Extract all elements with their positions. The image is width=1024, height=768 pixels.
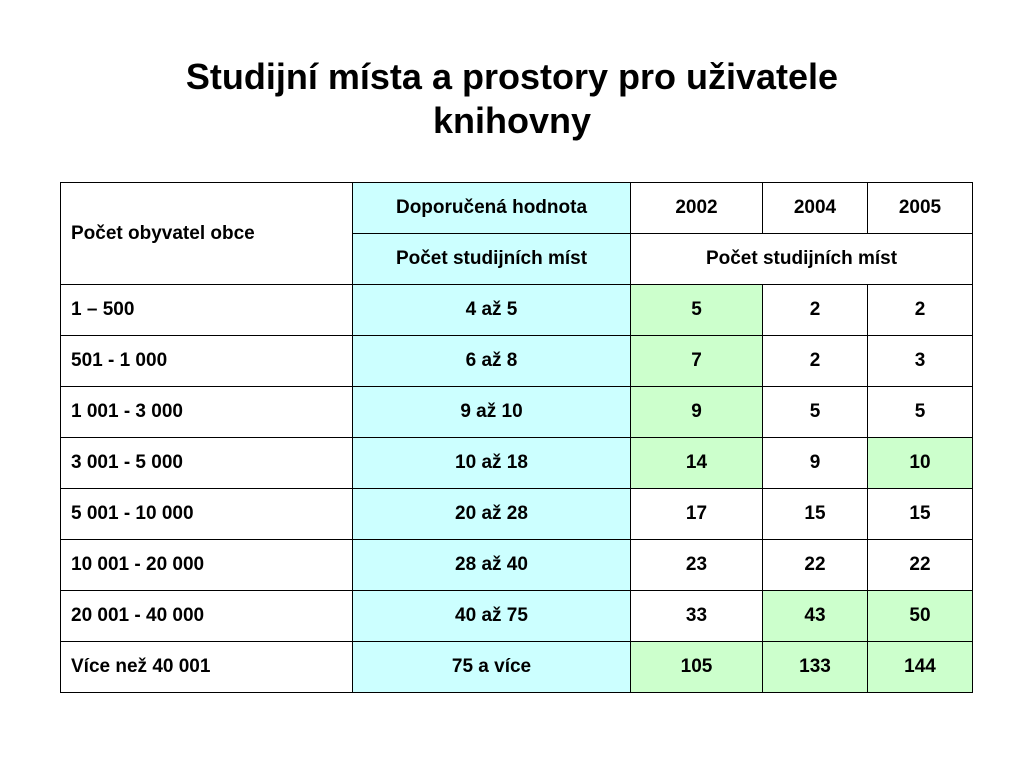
cell-2005: 5 <box>868 387 973 438</box>
cell-range: 1 – 500 <box>61 285 353 336</box>
cell-2004: 133 <box>763 642 868 693</box>
cell-2002: 14 <box>631 438 763 489</box>
cell-range: 5 001 - 10 000 <box>61 489 353 540</box>
cell-2005: 3 <box>868 336 973 387</box>
header-year-2005: 2005 <box>868 183 973 234</box>
cell-2004: 43 <box>763 591 868 642</box>
table-row <box>61 642 973 693</box>
cell-2004: 22 <box>763 540 868 591</box>
cell-2002: 33 <box>631 591 763 642</box>
table-row <box>61 438 973 489</box>
study-places-table <box>60 182 973 693</box>
cell-2005: 144 <box>868 642 973 693</box>
header-recommended: Doporučená hodnota <box>353 183 631 234</box>
table-row <box>61 489 973 540</box>
cell-2005: 22 <box>868 540 973 591</box>
cell-2002: 23 <box>631 540 763 591</box>
header-row <box>61 183 973 234</box>
table-row <box>61 336 973 387</box>
cell-recommended: 10 až 18 <box>353 438 631 489</box>
cell-2002: 17 <box>631 489 763 540</box>
cell-2004: 2 <box>763 336 868 387</box>
cell-2002: 105 <box>631 642 763 693</box>
cell-recommended: 28 až 40 <box>353 540 631 591</box>
cell-recommended: 75 a více <box>353 642 631 693</box>
cell-2005: 50 <box>868 591 973 642</box>
cell-2005: 2 <box>868 285 973 336</box>
slide-title-line-2: knihovny <box>432 100 592 141</box>
cell-2005: 15 <box>868 489 973 540</box>
cell-range: Více než 40 001 <box>61 642 353 693</box>
header-year-2004: 2004 <box>763 183 868 234</box>
table-row <box>61 540 973 591</box>
cell-2004: 15 <box>763 489 868 540</box>
cell-2002: 5 <box>631 285 763 336</box>
subheader-years: Počet studijních míst <box>631 234 973 285</box>
cell-recommended: 40 až 75 <box>353 591 631 642</box>
table-row <box>61 591 973 642</box>
cell-recommended: 9 až 10 <box>353 387 631 438</box>
cell-2004: 5 <box>763 387 868 438</box>
cell-2004: 9 <box>763 438 868 489</box>
table-row <box>61 387 973 438</box>
header-year-2002: 2002 <box>631 183 763 234</box>
cell-2004: 2 <box>763 285 868 336</box>
cell-2005: 10 <box>868 438 973 489</box>
slide-title <box>0 55 1024 143</box>
cell-range: 501 - 1 000 <box>61 336 353 387</box>
cell-range: 10 001 - 20 000 <box>61 540 353 591</box>
cell-recommended: 4 až 5 <box>353 285 631 336</box>
slide-title-line-1: Studijní místa a prostory pro uživatele <box>185 56 839 97</box>
cell-range: 1 001 - 3 000 <box>61 387 353 438</box>
cell-recommended: 20 až 28 <box>353 489 631 540</box>
cell-range: 20 001 - 40 000 <box>61 591 353 642</box>
cell-2002: 7 <box>631 336 763 387</box>
table-row <box>61 285 973 336</box>
cell-recommended: 6 až 8 <box>353 336 631 387</box>
subheader-recommended: Počet studijních míst <box>353 234 631 285</box>
cell-2002: 9 <box>631 387 763 438</box>
cell-range: 3 001 - 5 000 <box>61 438 353 489</box>
row-header-population: Počet obyvatel obce <box>61 183 353 285</box>
